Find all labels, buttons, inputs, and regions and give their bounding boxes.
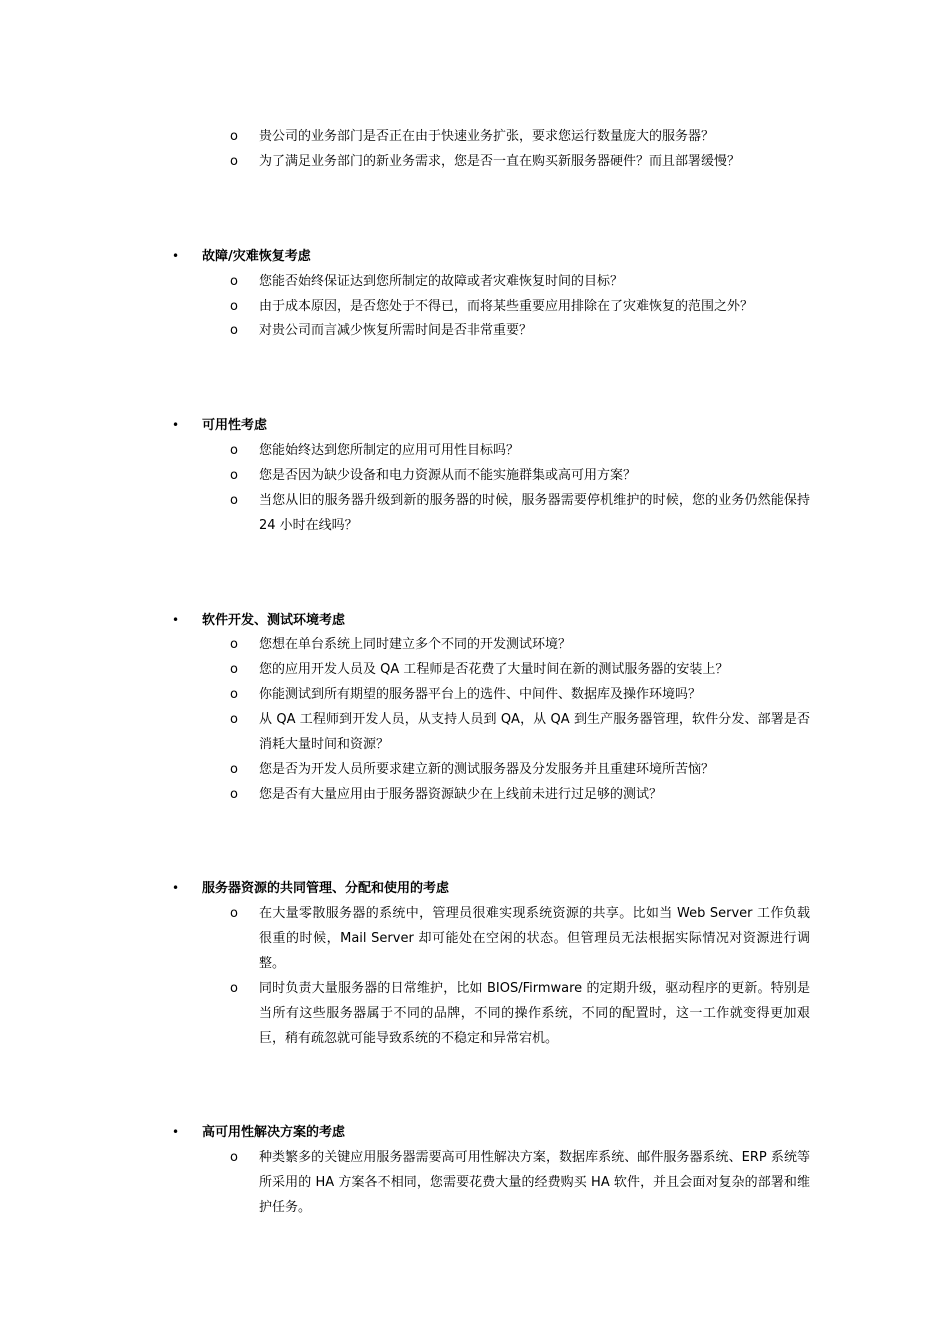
list-item	[230, 782, 810, 807]
bullet-icon: •	[172, 1125, 180, 1139]
list-item	[230, 632, 810, 657]
sub-bullet-icon: o	[230, 787, 238, 802]
sub-bullet-icon: o	[230, 274, 238, 289]
list-item	[230, 707, 810, 757]
sub-bullet-icon: o	[230, 981, 238, 996]
section-title: 可用性考虑	[202, 418, 268, 433]
sub-bullet-icon: o	[230, 637, 238, 652]
list-item-text: 为了满足业务部门的新业务需求，您是否一直在购买新服务器硬件？而且部署缓慢？	[259, 154, 741, 169]
list-item	[230, 901, 810, 976]
bullet-icon: •	[172, 881, 180, 895]
sub-bullet-icon: o	[230, 154, 238, 169]
list-item	[230, 1145, 810, 1220]
section-title: 软件开发、测试环境考虑	[202, 613, 346, 628]
list-item-text: 您的应用开发人员及 QA 工程师是否花费了大量时间在新的测试服务器的安装上？	[259, 662, 729, 677]
list-item-text: 您是否有大量应用由于服务器资源缺少在上线前未进行过足够的测试？	[259, 787, 663, 802]
list-item	[230, 149, 810, 174]
section-heading	[172, 413, 812, 438]
list-item	[230, 657, 810, 682]
section-title: 高可用性解决方案的考虑	[202, 1125, 346, 1140]
list-item	[230, 463, 810, 488]
list-item-text: 由于成本原因，是否您处于不得已，而将某些重要应用排除在了灾难恢复的范围之外？	[259, 299, 754, 314]
list-item-text: 从 QA 工程师到开发人员，从支持人员到 QA，从 QA 到生产服务器管理，软件分发、部署是否消耗大量时间和资源？	[259, 712, 810, 752]
bullet-icon: •	[172, 249, 180, 263]
list-item-text: 您能始终达到您所制定的应用可用性目标吗？	[259, 443, 520, 458]
list-item	[230, 294, 810, 319]
sub-bullet-icon: o	[230, 468, 238, 483]
sub-bullet-icon: o	[230, 662, 238, 677]
section-title: 服务器资源的共同管理、分配和使用的考虑	[202, 881, 450, 896]
sub-bullet-icon: o	[230, 129, 238, 144]
list-item	[230, 488, 810, 538]
section-heading	[172, 608, 812, 633]
list-item	[230, 976, 810, 1051]
list-item	[230, 757, 810, 782]
list-item	[230, 318, 810, 343]
list-item-text: 贵公司的业务部门是否正在由于快速业务扩张，要求您运行数量庞大的服务器？	[259, 129, 715, 144]
sub-bullet-icon: o	[230, 1150, 238, 1165]
sub-bullet-icon: o	[230, 443, 238, 458]
list-item	[230, 438, 810, 463]
list-item-text: 在大量零散服务器的系统中，管理员很难实现系统资源的共享。比如当 Web Server 工作负载很重的时候，Mail Server 却可能处在空闲的状态。但管理员无法根据实际情况对资源进行调整。	[259, 906, 810, 971]
sub-bullet-icon: o	[230, 493, 238, 508]
bullet-icon: •	[172, 418, 180, 432]
sub-bullet-icon: o	[230, 323, 238, 338]
sub-bullet-icon: o	[230, 687, 238, 702]
section-title: 故障/灾难恢复考虑	[202, 249, 311, 264]
sub-bullet-icon: o	[230, 299, 238, 314]
sub-bullet-icon: o	[230, 906, 238, 921]
list-item-text: 同时负责大量服务器的日常维护，比如 BIOS/Firmware 的定期升级，驱动程序的更新。特别是当所有这些服务器属于不同的品牌，不同的操作系统，不同的配置时，这一工作就变得更加艰巨，稍有疏忽就可能导致系统的不稳定和异常宕机。	[259, 981, 810, 1046]
section-heading	[172, 1120, 812, 1145]
list-item	[230, 124, 810, 149]
list-item-text: 对贵公司而言减少恢复所需时间是否非常重要？	[259, 323, 533, 338]
list-item	[230, 682, 810, 707]
list-item-text: 您是否为开发人员所要求建立新的测试服务器及分发服务并且重建环境所苦恼？	[259, 762, 715, 777]
list-item	[230, 269, 810, 294]
list-item-text: 你能测试到所有期望的服务器平台上的选件、中间件、数据库及操作环境吗？	[259, 687, 702, 702]
bullet-icon: •	[172, 613, 180, 627]
sub-bullet-icon: o	[230, 762, 238, 777]
section-heading	[172, 244, 812, 269]
section-heading	[172, 876, 812, 901]
list-item-text: 当您从旧的服务器升级到新的服务器的时候，服务器需要停机维护的时候，您的业务仍然能保持 24 小时在线吗？	[259, 493, 810, 533]
list-item-text: 您想在单台系统上同时建立多个不同的开发测试环境？	[259, 637, 572, 652]
list-item-text: 您是否因为缺少设备和电力资源从而不能实施群集或高可用方案？	[259, 468, 637, 483]
sub-bullet-icon: o	[230, 712, 238, 727]
list-item-text: 您能否始终保证达到您所制定的故障或者灾难恢复时间的目标？	[259, 274, 624, 289]
list-item-text: 种类繁多的关键应用服务器需要高可用性解决方案，数据库系统、邮件服务器系统、ERP 系统等所采用的 HA 方案各不相同，您需要花费大量的经费购买 HA 软件，并且会面对复杂的部署和维护任务。	[259, 1150, 810, 1215]
